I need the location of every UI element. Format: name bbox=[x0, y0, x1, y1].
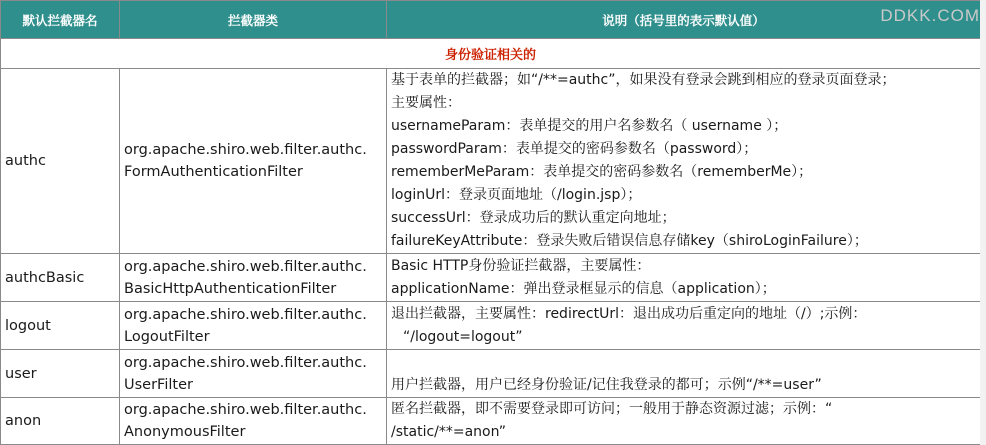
desc-line: rememberMeParam：表单提交的密码参数名（rememberMe）； bbox=[391, 164, 813, 180]
desc-line: “/logout=logout” bbox=[403, 328, 523, 345]
section-row bbox=[1, 39, 981, 69]
class-line: BasicHttpAuthenticationFilter bbox=[124, 280, 337, 297]
header-description: 说明（括号里的表示默认值） bbox=[387, 1, 981, 39]
class-line: org.apache.shiro.web.filter.authc. bbox=[124, 402, 367, 418]
desc-line bbox=[391, 351, 976, 374]
filter-name-cell: authcBasic bbox=[1, 254, 120, 302]
class-line: org.apache.shiro.web.filter.authc. bbox=[124, 306, 367, 323]
table-row bbox=[1, 302, 981, 350]
class-line: org.apache.shiro.web.filter.authc. bbox=[124, 258, 367, 275]
class-line: FormAuthenticationFilter bbox=[124, 164, 303, 180]
description-cell bbox=[387, 398, 981, 445]
desc-line: passwordParam：表单提交的密码参数名（password）； bbox=[391, 141, 758, 157]
desc-line: 用户拦截器，用户已经身份验证/记住我登录的都可；示例“/**=user” bbox=[391, 376, 822, 393]
table-row bbox=[1, 69, 981, 254]
header-filter-class: 拦截器类 bbox=[120, 1, 387, 39]
filter-name-cell: anon bbox=[1, 398, 120, 445]
filter-class-cell bbox=[120, 69, 387, 254]
table-row bbox=[1, 254, 981, 302]
desc-line: successUrl：登录成功后的默认重定向地址； bbox=[391, 210, 676, 226]
filter-name-cell: user bbox=[1, 350, 120, 398]
class-line: org.apache.shiro.web.filter.authc. bbox=[124, 354, 367, 371]
desc-line: usernameParam：表单提交的用户名参数名（ username ）； bbox=[391, 118, 788, 134]
filter-class-cell bbox=[120, 302, 387, 350]
description-cell bbox=[387, 69, 981, 254]
header-filter-name: 默认拦截器名 bbox=[1, 1, 120, 39]
desc-line: 匿名拦截器，即不需要登录即可访问；一般用于静态资源过滤；示例：“ bbox=[391, 401, 833, 417]
header-row bbox=[1, 1, 981, 39]
class-line: LogoutFilter bbox=[124, 328, 210, 345]
class-line: UserFilter bbox=[124, 376, 193, 393]
desc-line: 基于表单的拦截器；如“/**=authc”，如果没有登录会跳到相应的登录页面登录； bbox=[391, 72, 896, 88]
filter-class-cell bbox=[120, 350, 387, 398]
filter-name-cell: logout bbox=[1, 302, 120, 350]
watermark: DDKK.COM bbox=[880, 6, 980, 25]
filter-class-cell bbox=[120, 254, 387, 302]
section-title: 身份验证相关的 bbox=[1, 39, 981, 69]
table-row bbox=[1, 398, 981, 445]
filter-name-cell: authc bbox=[1, 69, 120, 254]
page-edge bbox=[980, 0, 986, 445]
class-line: AnonymousFilter bbox=[124, 424, 246, 440]
description-cell bbox=[387, 254, 981, 302]
desc-line: 主要属性： bbox=[391, 95, 461, 111]
table-row bbox=[1, 350, 981, 398]
desc-line: applicationName：弹出登录框显示的信息（application）； bbox=[391, 280, 776, 297]
desc-line: loginUrl：登录页面地址（/login.jsp）； bbox=[391, 187, 642, 203]
desc-line: Basic HTTP身份验证拦截器，主要属性： bbox=[391, 257, 651, 274]
filter-class-cell bbox=[120, 398, 387, 445]
desc-line: 退出拦截器，主要属性：redirectUrl：退出成功后重定向的地址（/）;示例： bbox=[391, 305, 867, 322]
desc-line: failureKeyAttribute：登录失败后错误信息存储key（shiroLoginFailure）； bbox=[391, 233, 868, 249]
description-cell bbox=[387, 350, 981, 398]
desc-line: /static/**=anon” bbox=[391, 424, 506, 440]
class-line: org.apache.shiro.web.filter.authc. bbox=[124, 142, 367, 158]
description-cell bbox=[387, 302, 981, 350]
